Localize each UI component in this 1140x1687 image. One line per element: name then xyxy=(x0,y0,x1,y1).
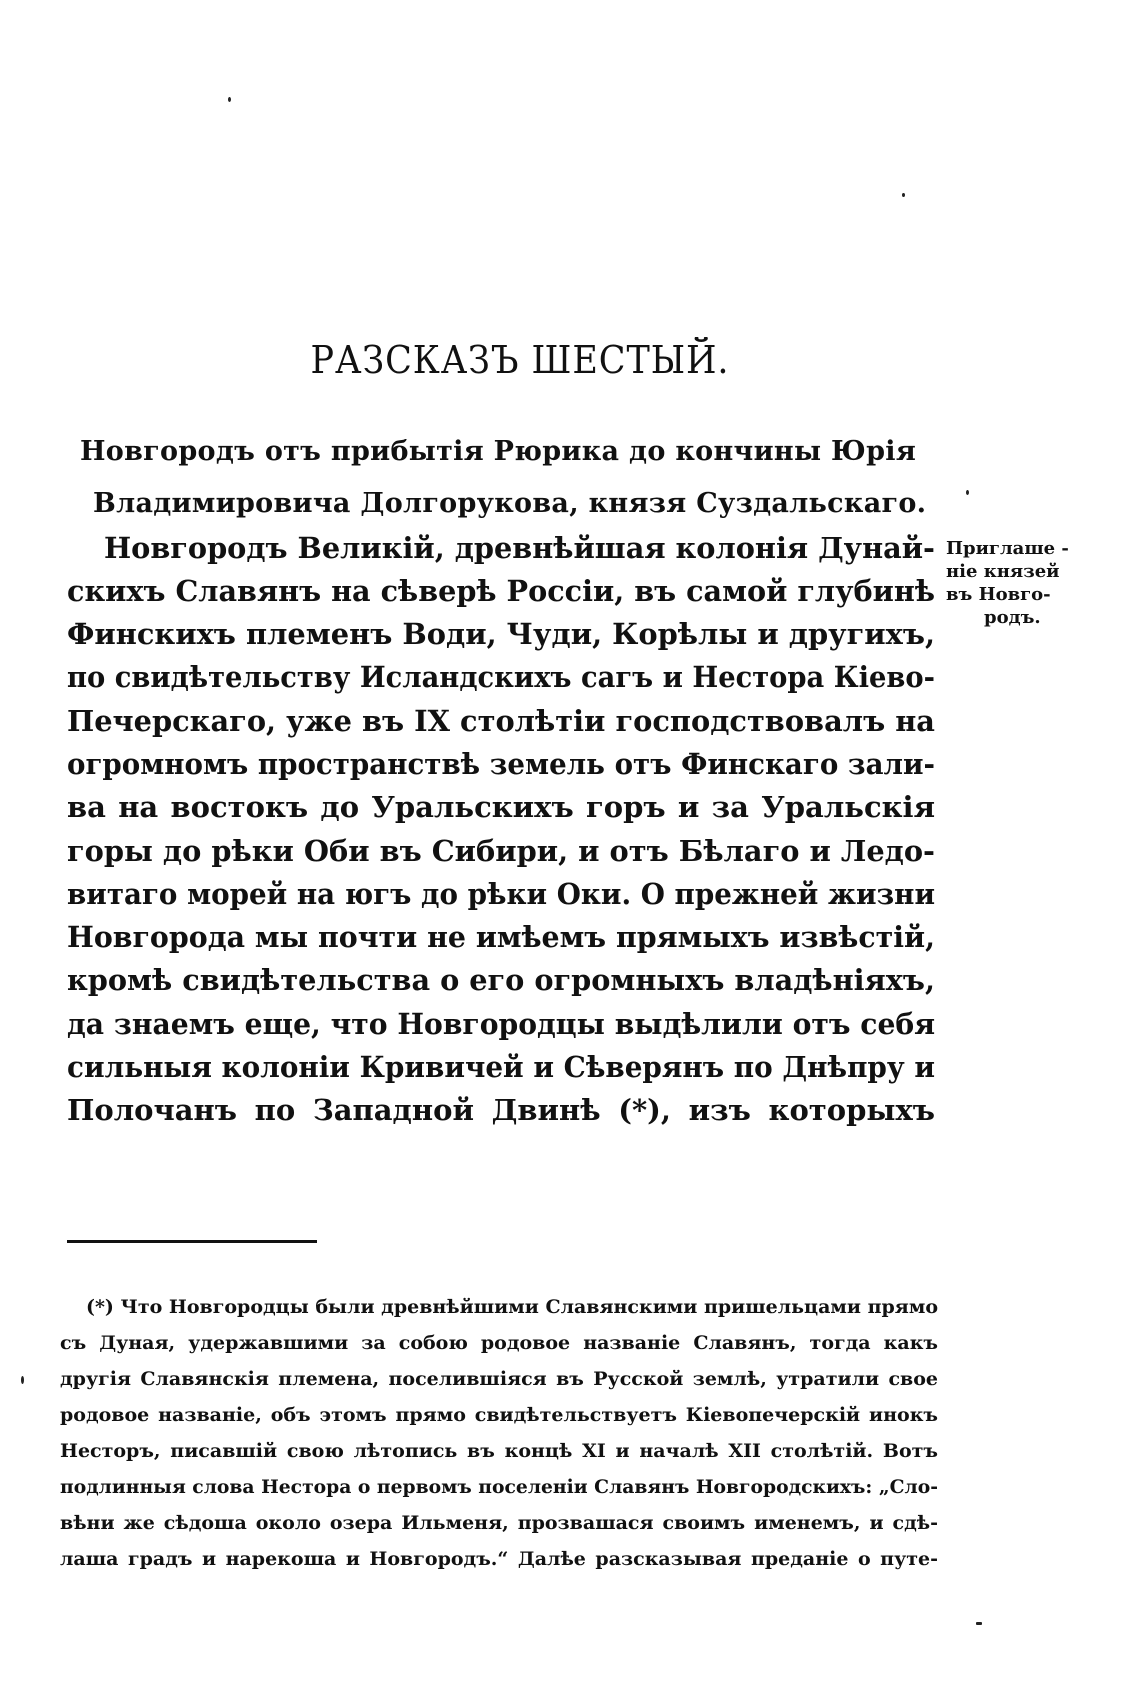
footnote-line: Несторъ, писавшій свою лѣтопись въ концѣ XI и началѣ XII столѣтій. Вотъ xyxy=(60,1440,938,1462)
body-line: Новгородъ Великій, древнѣйшая колонія Дунай- xyxy=(104,531,935,565)
body-line: горы до рѣки Оби въ Сибири, и отъ Бѣлаго и Ледо- xyxy=(67,834,936,868)
body-line: скихъ Славянъ на сѣверѣ Россіи, въ самой глубинѣ xyxy=(67,574,935,608)
footnote-line: лаша градъ и нарекоша и Новгородъ.“ Далѣе разсказывая преданіе о путе- xyxy=(60,1548,938,1570)
body-line: Финскихъ племенъ Води, Чуди, Корѣлы и другихъ, xyxy=(67,617,936,651)
chapter-subtitle-line-2: Владимировича Долгорукова, князя Суздальскаго. xyxy=(93,488,927,519)
body-line: витаго морей на югъ до рѣки Оки. О прежней жизни xyxy=(67,877,936,911)
footnote-line: вѣни же сѣдоша около озера Ильменя, прозвашася своимъ именемъ, и сдѣ- xyxy=(60,1512,938,1534)
body-line: да знаемъ еще, что Новгородцы выдѣлили отъ себя xyxy=(67,1007,936,1041)
body-line: сильныя колоніи Кривичей и Сѣверянъ по Днѣпру и xyxy=(67,1050,936,1084)
footnote-line: подлинныя слова Нестора о первомъ поселеніи Славянъ Новгородскихъ: „Сло- xyxy=(60,1476,938,1498)
footnote-line: (*) Что Новгородцы были древнѣйшими Славянскими пришельцами прямо xyxy=(86,1296,939,1318)
body-line: ва на востокъ до Уральскихъ горъ и за Уральскія xyxy=(67,790,935,824)
print-speck xyxy=(21,1376,24,1384)
print-speck xyxy=(976,1622,982,1625)
margin-note-line-4: родъ. xyxy=(984,607,1041,628)
body-line: Полочанъ по Западной Двинѣ (*), изъ которыхъ xyxy=(67,1093,935,1127)
body-line: Новгорода мы почти не имѣемъ прямыхъ извѣстій, xyxy=(67,920,935,954)
body-line: Печерскаго, уже въ IX столѣтіи господствовалъ на xyxy=(67,704,935,738)
print-speck xyxy=(902,193,905,197)
margin-note-line-3: въ Новго- xyxy=(946,584,1051,605)
chapter-subtitle-line-1: Новгородъ отъ прибытія Рюрика до кончины Юрія xyxy=(80,436,917,467)
body-line: кромѣ свидѣтельства о его огромныхъ владѣніяхъ, xyxy=(67,963,935,997)
margin-note-line-1: Приглаше - xyxy=(946,538,1069,559)
footnote-line: другія Славянскія племена, поселившіяся въ Русской землѣ, утратили свое xyxy=(60,1368,938,1390)
chapter-title: РАЗСКАЗЪ ШЕСТЫЙ. xyxy=(310,338,730,382)
body-line: огромномъ пространствѣ земель отъ Финскаго зали- xyxy=(67,747,936,781)
print-speck xyxy=(966,490,969,495)
footnote-line: родовое названіе, объ этомъ прямо свидѣтельствуетъ Кіевопечерскій инокъ xyxy=(60,1404,938,1426)
footnote-divider xyxy=(67,1240,317,1243)
margin-note-line-2: ніе князей xyxy=(946,561,1060,582)
footnote-line: съ Дуная, удержавшими за собою родовое названіе Славянъ, тогда какъ xyxy=(60,1332,938,1354)
body-line: по свидѣтельству Исландскихъ сагъ и Нестора Кіево- xyxy=(67,660,935,694)
print-speck xyxy=(228,97,231,102)
